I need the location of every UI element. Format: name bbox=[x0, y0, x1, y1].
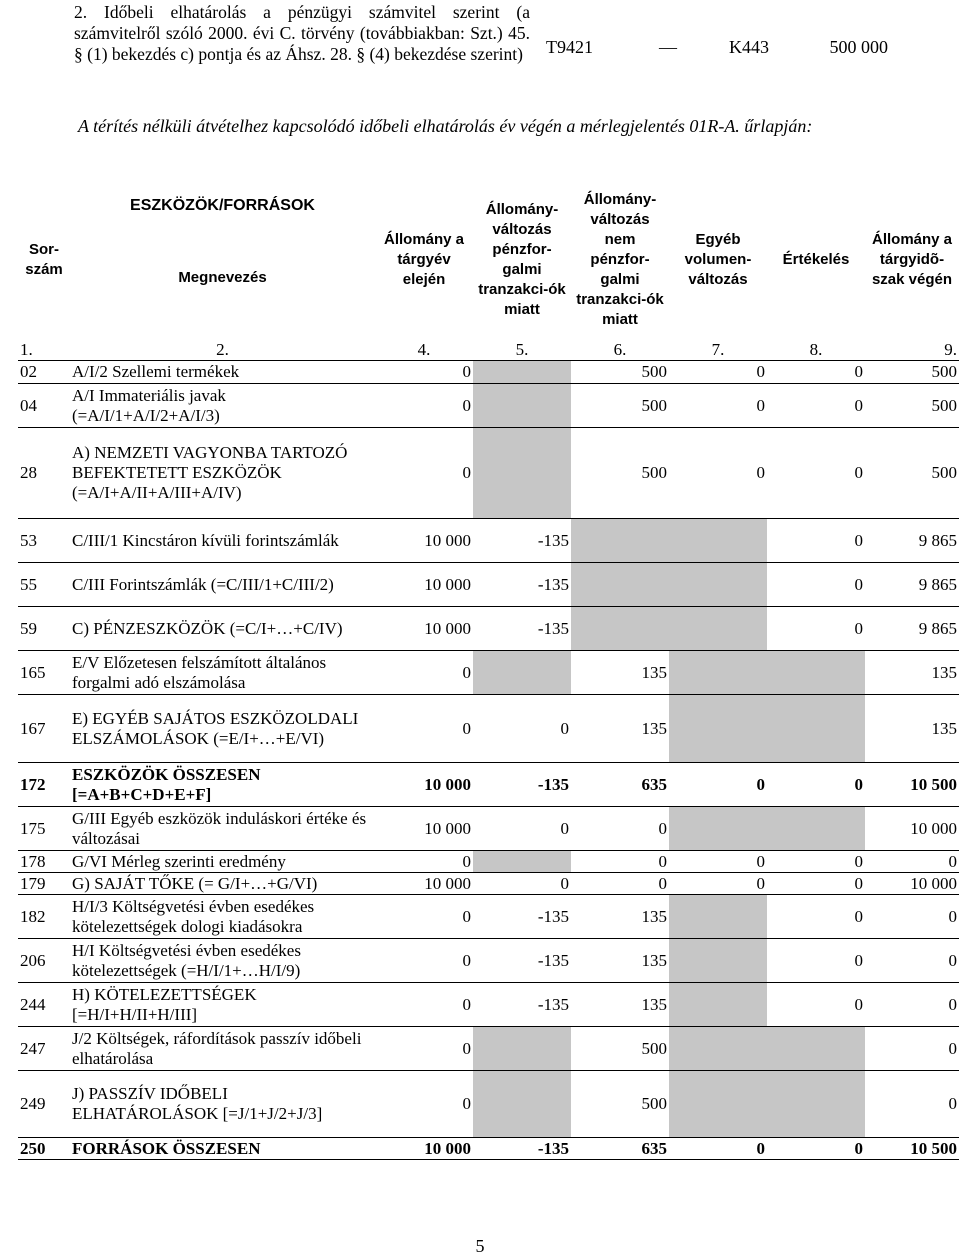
row-number: 178 bbox=[18, 851, 70, 873]
code-t: T9421 bbox=[546, 37, 593, 57]
cell-c4: 0 bbox=[375, 695, 473, 763]
cell-c4: 0 bbox=[375, 1027, 473, 1071]
row-number: 175 bbox=[18, 807, 70, 851]
header-row bbox=[18, 180, 959, 340]
cell-c5 bbox=[473, 384, 571, 428]
table-row bbox=[18, 807, 959, 851]
cell-c7 bbox=[669, 807, 767, 851]
cell-c5: -135 bbox=[473, 983, 571, 1027]
cell-c6 bbox=[571, 563, 669, 607]
cell-c8 bbox=[767, 1071, 865, 1138]
table-row bbox=[18, 1138, 959, 1160]
cell-c7 bbox=[669, 519, 767, 563]
colnum-4: 4. bbox=[417, 340, 431, 359]
cell-c5 bbox=[473, 1027, 571, 1071]
row-label: H) KÖTELEZETTSÉGEK [=H/I+H/II+H/III] bbox=[70, 983, 375, 1027]
cell-c4: 0 bbox=[375, 851, 473, 873]
cell-c4: 0 bbox=[375, 895, 473, 939]
colnum-8: 8. bbox=[809, 340, 823, 359]
cell-c7 bbox=[669, 695, 767, 763]
header-eszkozok bbox=[70, 180, 375, 340]
row-number: 04 bbox=[18, 384, 70, 428]
header-egyeb-volumen: Egyéb volumen-változás bbox=[684, 231, 752, 288]
cell-c6: 135 bbox=[571, 651, 669, 695]
cell-c9: 10 500 bbox=[865, 763, 959, 807]
cell-c8: 0 bbox=[767, 983, 865, 1027]
table-row bbox=[18, 983, 959, 1027]
header-allomany-vegen: Állomány a tárgyidõ-szak végén bbox=[871, 231, 953, 288]
cell-c9: 10 000 bbox=[865, 873, 959, 895]
row-number: 206 bbox=[18, 939, 70, 983]
row-label: C) PÉNZESZKÖZÖK (=C/I+…+C/IV) bbox=[70, 607, 375, 651]
cell-c4: 10 000 bbox=[375, 607, 473, 651]
cell-c9: 135 bbox=[865, 651, 959, 695]
row-number: 172 bbox=[18, 763, 70, 807]
cell-c5: -135 bbox=[473, 895, 571, 939]
cell-c6: 635 bbox=[571, 1138, 669, 1160]
cell-c9: 0 bbox=[865, 895, 959, 939]
code-dash: — bbox=[659, 37, 677, 57]
cell-c8 bbox=[767, 807, 865, 851]
cell-c5: -135 bbox=[473, 763, 571, 807]
cell-c8: 0 bbox=[767, 873, 865, 895]
row-number: 02 bbox=[18, 361, 70, 384]
cell-c8: 0 bbox=[767, 939, 865, 983]
table-row bbox=[18, 1071, 959, 1138]
cell-c9: 9 865 bbox=[865, 607, 959, 651]
cell-c7: 0 bbox=[669, 1138, 767, 1160]
row-label: G/VI Mérleg szerinti eredmény bbox=[70, 851, 375, 873]
cell-c5 bbox=[473, 428, 571, 519]
row-number: 28 bbox=[18, 428, 70, 519]
clause-codes bbox=[546, 37, 888, 58]
cell-c7: 0 bbox=[669, 763, 767, 807]
cell-c9: 9 865 bbox=[865, 563, 959, 607]
cell-c6: 500 bbox=[571, 1027, 669, 1071]
cell-c6: 135 bbox=[571, 939, 669, 983]
cell-c4: 0 bbox=[375, 983, 473, 1027]
row-label: FORRÁSOK ÖSSZESEN bbox=[70, 1138, 375, 1160]
cell-c5: -135 bbox=[473, 563, 571, 607]
cell-c4: 10 000 bbox=[375, 1138, 473, 1160]
cell-c4: 0 bbox=[375, 428, 473, 519]
cell-c6 bbox=[571, 607, 669, 651]
header-megnevezes: Megnevezés bbox=[178, 269, 267, 286]
cell-c7: 0 bbox=[669, 384, 767, 428]
cell-c5 bbox=[473, 851, 571, 873]
cell-c5: 0 bbox=[473, 873, 571, 895]
header-allomany-elejen: Állomány a tárgyév elején bbox=[383, 231, 465, 288]
cell-c8 bbox=[767, 1027, 865, 1071]
row-number: 182 bbox=[18, 895, 70, 939]
table-row bbox=[18, 851, 959, 873]
cell-c6: 0 bbox=[571, 873, 669, 895]
row-number: 250 bbox=[18, 1138, 70, 1160]
table-row bbox=[18, 519, 959, 563]
cell-c9: 500 bbox=[865, 361, 959, 384]
table-row bbox=[18, 763, 959, 807]
table-row bbox=[18, 1027, 959, 1071]
row-number: 55 bbox=[18, 563, 70, 607]
row-label: A/I/2 Szellemi termékek bbox=[70, 361, 375, 384]
cell-c5 bbox=[473, 651, 571, 695]
cell-c6 bbox=[571, 519, 669, 563]
cell-c7: 0 bbox=[669, 361, 767, 384]
cell-c9: 9 865 bbox=[865, 519, 959, 563]
cell-c6: 0 bbox=[571, 851, 669, 873]
clause-text: 2. Időbeli elhatárolás a pénzügyi számvitel szerint (a számvitelről szóló 2000. évi C. törvény (továbbiakban: Szt.) 45. § (1) bekezdés c) pontja és az Áhsz. 28. § (4) bekezdése szerint) bbox=[74, 2, 530, 64]
table-row bbox=[18, 695, 959, 763]
cell-c7 bbox=[669, 607, 767, 651]
header-eszkozok-title: ESZKÖZÖK/FORRÁSOK bbox=[130, 197, 315, 214]
row-number: 165 bbox=[18, 651, 70, 695]
row-label: H/I Költségvetési évben esedékes kötelezettségek (=H/I/1+…H/I/9) bbox=[70, 939, 375, 983]
colnum-6: 6. bbox=[613, 340, 627, 359]
cell-c8: 0 bbox=[767, 361, 865, 384]
cell-c6: 500 bbox=[571, 428, 669, 519]
cell-c5: 0 bbox=[473, 807, 571, 851]
table-row bbox=[18, 939, 959, 983]
row-label: A/I Immateriális javak (=A/I/1+A/I/2+A/I/3) bbox=[70, 384, 375, 428]
cell-c4: 10 000 bbox=[375, 807, 473, 851]
cell-c5 bbox=[473, 1071, 571, 1138]
header-sorszam: Sor-szám bbox=[25, 241, 63, 278]
row-label: C/III/1 Kincstáron kívüli forintszámlák bbox=[70, 519, 375, 563]
code-k: K443 bbox=[729, 37, 769, 57]
table-row bbox=[18, 428, 959, 519]
table-row bbox=[18, 651, 959, 695]
cell-c7 bbox=[669, 1071, 767, 1138]
table-body bbox=[18, 361, 959, 1160]
cell-c7 bbox=[669, 651, 767, 695]
cell-c5 bbox=[473, 361, 571, 384]
cell-c4: 0 bbox=[375, 939, 473, 983]
cell-c6: 135 bbox=[571, 983, 669, 1027]
table-row bbox=[18, 361, 959, 384]
cell-c6: 500 bbox=[571, 1071, 669, 1138]
row-label: E) EGYÉB SAJÁTOS ESZKÖZOLDALI ELSZÁMOLÁSOK (=E/I+…+E/VI) bbox=[70, 695, 375, 763]
row-label: A) NEMZETI VAGYONBA TARTOZÓ BEFEKTETETT ESZKÖZÖK (=A/I+A/II+A/III+A/IV) bbox=[70, 428, 375, 519]
intro-text: A térítés nélküli átvételhez kapcsolódó időbeli elhatárolás év végén a mérlegjelentés 01R-A. űrlapján: bbox=[78, 116, 813, 136]
cell-c8: 0 bbox=[767, 1138, 865, 1160]
cell-c9: 500 bbox=[865, 384, 959, 428]
row-number: 249 bbox=[18, 1071, 70, 1138]
cell-c9: 0 bbox=[865, 939, 959, 983]
table-row bbox=[18, 384, 959, 428]
row-label: J/2 Költségek, ráfordítások passzív időbeli elhatárolása bbox=[70, 1027, 375, 1071]
header-valtozas-penzforgalmi: Állomány-változás pénzfor-galmi tranzakci-ók miatt bbox=[478, 201, 566, 318]
row-number: 179 bbox=[18, 873, 70, 895]
cell-c4: 0 bbox=[375, 361, 473, 384]
cell-c8: 0 bbox=[767, 519, 865, 563]
row-number: 59 bbox=[18, 607, 70, 651]
cell-c9: 0 bbox=[865, 983, 959, 1027]
row-number: 247 bbox=[18, 1027, 70, 1071]
header-valtozas-nem-penzforgalmi: Állomány-változás nem pénzfor-galmi tranzakci-ók miatt bbox=[576, 191, 664, 328]
balance-table bbox=[18, 180, 959, 1160]
row-number: 53 bbox=[18, 519, 70, 563]
row-label: G) SAJÁT TŐKE (= G/I+…+G/VI) bbox=[70, 873, 375, 895]
cell-c6: 500 bbox=[571, 384, 669, 428]
colnum-9: 9. bbox=[944, 340, 957, 359]
cell-c5: -135 bbox=[473, 939, 571, 983]
row-label: C/III Forintszámlák (=C/III/1+C/III/2) bbox=[70, 563, 375, 607]
cell-c8: 0 bbox=[767, 384, 865, 428]
cell-c4: 10 000 bbox=[375, 873, 473, 895]
cell-c8: 0 bbox=[767, 563, 865, 607]
cell-c4: 10 000 bbox=[375, 563, 473, 607]
table-row bbox=[18, 895, 959, 939]
row-label: ESZKÖZÖK ÖSSZESEN [=A+B+C+D+E+F] bbox=[70, 763, 375, 807]
row-number: 244 bbox=[18, 983, 70, 1027]
cell-c9: 0 bbox=[865, 1027, 959, 1071]
cell-c6: 500 bbox=[571, 361, 669, 384]
cell-c7 bbox=[669, 1027, 767, 1071]
cell-c4: 0 bbox=[375, 1071, 473, 1138]
cell-c7 bbox=[669, 939, 767, 983]
row-label: J) PASSZÍV IDŐBELI ELHATÁROLÁSOK [=J/1+J/2+J/3] bbox=[70, 1071, 375, 1138]
cell-c8: 0 bbox=[767, 428, 865, 519]
colnum-5: 5. bbox=[515, 340, 529, 359]
cell-c5: 0 bbox=[473, 695, 571, 763]
cell-c7: 0 bbox=[669, 851, 767, 873]
cell-c6: 135 bbox=[571, 695, 669, 763]
row-label: H/I/3 Költségvetési évben esedékes kötelezettségek dologi kiadásokra bbox=[70, 895, 375, 939]
table-row bbox=[18, 563, 959, 607]
cell-c8: 0 bbox=[767, 851, 865, 873]
cell-c4: 10 000 bbox=[375, 763, 473, 807]
cell-c8: 0 bbox=[767, 607, 865, 651]
cell-c6: 0 bbox=[571, 807, 669, 851]
table-row bbox=[18, 873, 959, 895]
cell-c4: 0 bbox=[375, 651, 473, 695]
cell-c8: 0 bbox=[767, 763, 865, 807]
cell-c5: -135 bbox=[473, 1138, 571, 1160]
colnum-1: 1. bbox=[20, 340, 33, 359]
page-number: 5 bbox=[475, 1236, 485, 1256]
cell-c7 bbox=[669, 983, 767, 1027]
cell-c7 bbox=[669, 563, 767, 607]
row-label: E/V Előzetesen felszámított általános forgalmi adó elszámolása bbox=[70, 651, 375, 695]
row-number: 167 bbox=[18, 695, 70, 763]
cell-c8 bbox=[767, 695, 865, 763]
cell-c5: -135 bbox=[473, 519, 571, 563]
cell-c6: 635 bbox=[571, 763, 669, 807]
colnum-7: 7. bbox=[711, 340, 725, 359]
cell-c9: 500 bbox=[865, 428, 959, 519]
cell-c8 bbox=[767, 651, 865, 695]
row-label: G/III Egyéb eszközök induláskori értéke és változásai bbox=[70, 807, 375, 851]
cell-c9: 0 bbox=[865, 851, 959, 873]
colnum-2: 2. bbox=[216, 340, 229, 359]
cell-c4: 0 bbox=[375, 384, 473, 428]
cell-c7: 0 bbox=[669, 873, 767, 895]
cell-c9: 0 bbox=[865, 1071, 959, 1138]
cell-c4: 10 000 bbox=[375, 519, 473, 563]
cell-c7: 0 bbox=[669, 428, 767, 519]
header-ertekeles: Értékelés bbox=[782, 251, 850, 268]
table-row bbox=[18, 607, 959, 651]
column-number-row bbox=[18, 340, 959, 361]
cell-c7 bbox=[669, 895, 767, 939]
cell-c5: -135 bbox=[473, 607, 571, 651]
cell-c6: 135 bbox=[571, 895, 669, 939]
cell-c9: 10 500 bbox=[865, 1138, 959, 1160]
code-amount: 500 000 bbox=[829, 37, 888, 57]
cell-c9: 10 000 bbox=[865, 807, 959, 851]
cell-c9: 135 bbox=[865, 695, 959, 763]
cell-c8: 0 bbox=[767, 895, 865, 939]
